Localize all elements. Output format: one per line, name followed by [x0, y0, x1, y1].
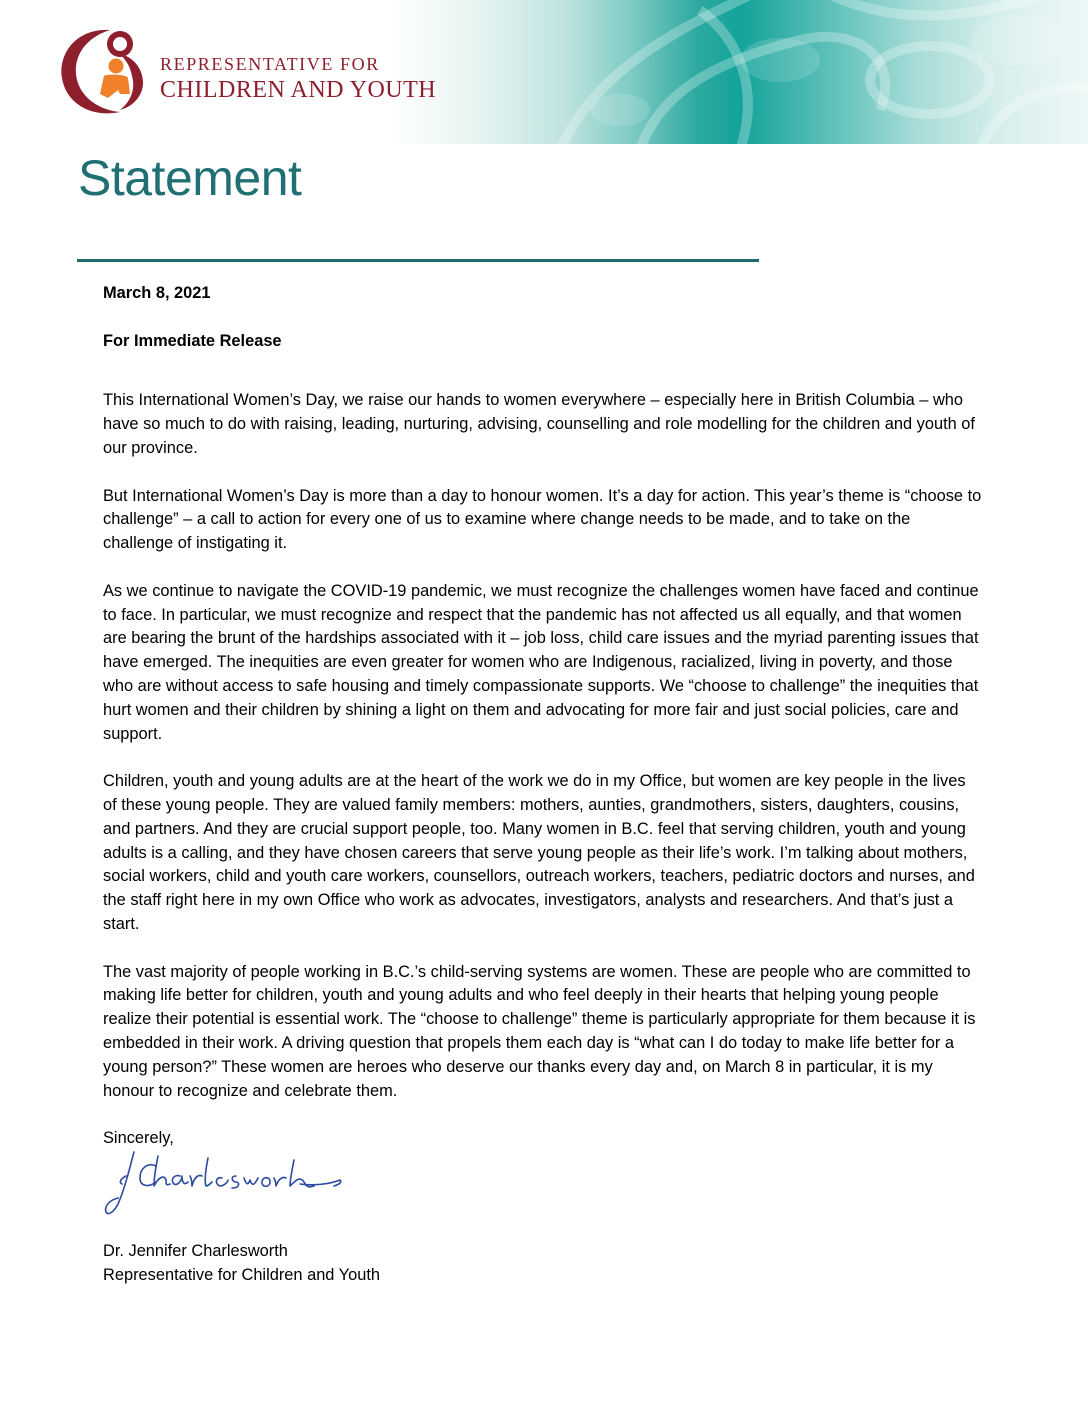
closing: Sincerely,	[103, 1129, 174, 1148]
header-banner	[0, 0, 1088, 144]
release-date: March 8, 2021	[103, 284, 211, 302]
org-name	[160, 52, 436, 104]
paragraph: As we continue to navigate the COVID-19 pandemic, we must recognize the challenges women have faced and continue to face. In particular, we must recognize and respect that the pandemic has not affected us all equally, and that women are bearing the brunt of the hardships associated with it – job loss, child care issues and the myriad parenting issues that have emerged. The inequities are even greater for women who are Indigenous, racialized, living in poverty, and those who are without access to safe housing and timely compassionate supports. We “choose to challenge” the inequities that hurt women and their children by shining a light on them and advocating for more fair and just social policies, care and support.	[103, 581, 979, 743]
release-meta	[103, 282, 983, 353]
org-name-line1: REPRESENTATIVE FOR	[160, 54, 380, 74]
signer-title: Representative for Children and Youth	[103, 1265, 381, 1284]
paragraph: The vast majority of people working in B.C.’s child-serving systems are women. These are people who are committed to making life better for children, youth and young adults and who feel deeply in their hearts that helping young people realize their potential is essential work. The “choose to challenge” theme is particularly appropriate for them because it is embedded in their work. A driving question that propels them each day is “what can I do today to make life better for a young person?” These women are heroes who deserve our thanks every day and, on March 8 in particular, it is my honour to recognize and celebrate them.	[103, 962, 976, 1100]
release-type: For Immediate Release	[103, 331, 282, 350]
paragraph: Children, youth and young adults are at the heart of the work we do in my Office, but women are key people in the lives of these young people. They are valued family members: mothers, aunties, grandmothers, sisters, daughters, cousins, and partners. And they are crucial support people, too. Many women in B.C. feel that serving children, youth and young adults is a calling, and they have chosen careers that serve young people as their life’s work. I’m talking about mothers, social workers, child and youth care workers, counsellors, outreach workers, teachers, pediatric doctors and nurses, and the staff right here in my own Office who work as advocates, investigators, analysts and researchers. And that’s just a start.	[103, 772, 975, 933]
rcy-logo-icon	[58, 24, 148, 118]
page-title: Statement	[78, 150, 302, 206]
org-name-line2: CHILDREN AND YOUTH	[160, 77, 437, 103]
title-divider	[77, 259, 759, 262]
signer-block	[103, 1240, 380, 1288]
statement-body	[103, 282, 983, 1175]
signer-name: Dr. Jennifer Charlesworth	[103, 1242, 288, 1260]
paragraph: But International Women’s Day is more than a day to honour women. It’s a day for action. This year’s theme is “choose to challenge” – a call to action for every one of us to examine where change needs to be made, and to take on the challenge of instigating it.	[103, 486, 982, 553]
handwritten-signature	[104, 1146, 344, 1222]
paragraph: This International Women’s Day, we raise our hands to women everywhere – especially here in British Columbia – who have so much to do with raising, leading, nurturing, advising, counselling and role modelling for the children and youth of our province.	[103, 391, 975, 457]
